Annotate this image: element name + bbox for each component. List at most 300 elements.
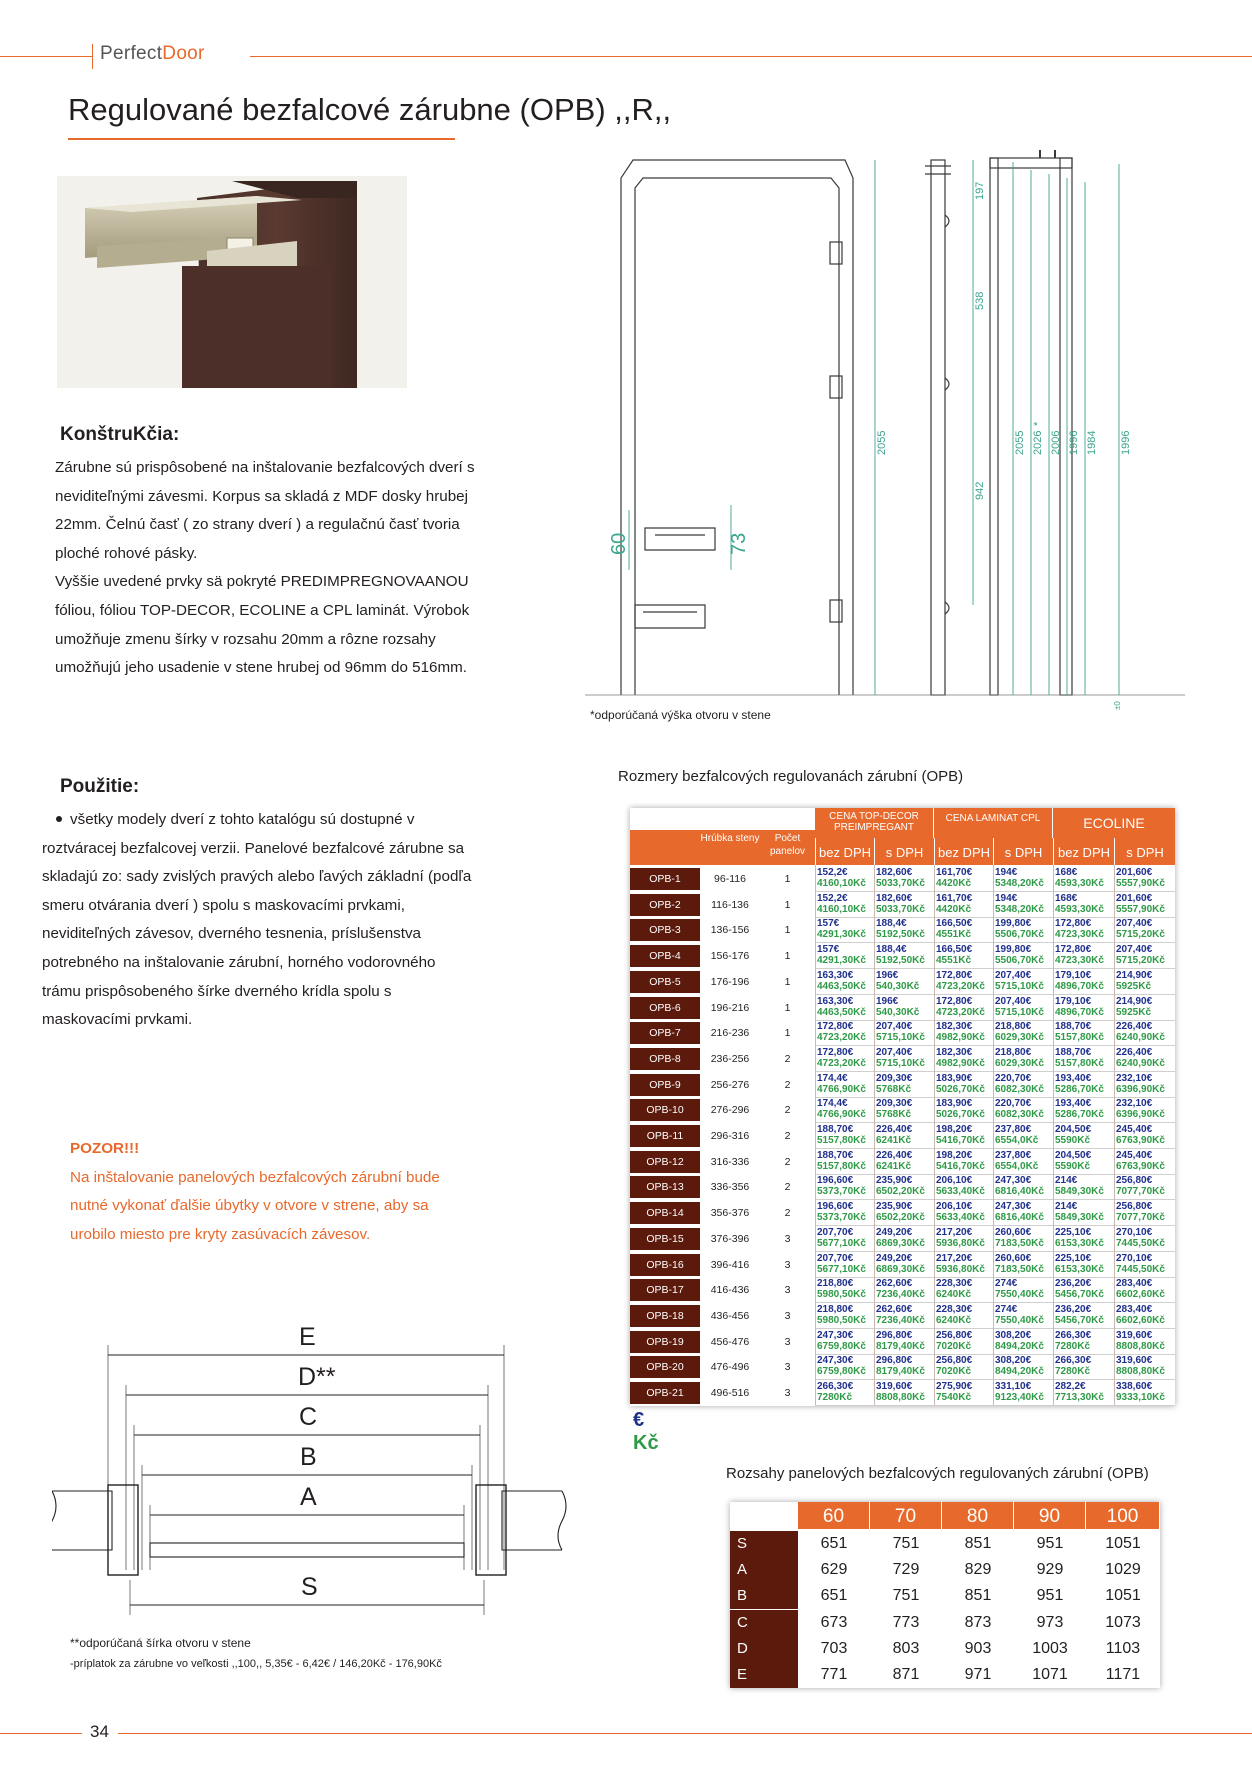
price-cell [876, 970, 919, 992]
row-thickness: 496-516 [710, 1387, 750, 1399]
price-kc: 4463,50Kč [817, 1007, 866, 1018]
price-kc: 6554,0Kč [995, 1135, 1039, 1146]
price-kc: 5677,10Kč [817, 1264, 866, 1275]
row-code: OPB-10 [630, 1099, 700, 1121]
price-cell [817, 1278, 866, 1300]
warning-line: nutné vykonať ďalšie úbytky v otvore v strene, aby sa [70, 1197, 429, 1215]
price-cell [995, 1355, 1044, 1377]
price-eur: 217,20€ [936, 1227, 973, 1238]
price-kc: 4982,90Kč [936, 1032, 985, 1043]
construction-line: neviditeľnými závesmi. Korpus sa skladá z MDF dosky hrubej [55, 487, 468, 505]
price-kc: 8494,20Kč [995, 1366, 1044, 1377]
price-eur: 168€ [1055, 893, 1078, 904]
price-cell [936, 1073, 985, 1095]
price-kc: 4723,20Kč [817, 1032, 866, 1043]
price-kc: 5033,70Kč [876, 878, 925, 889]
price-cell [817, 1304, 866, 1326]
price-kc: 5373,70Kč [817, 1212, 866, 1223]
price-kc: 8179,40Kč [876, 1366, 925, 1377]
row-thickness: 276-296 [710, 1104, 750, 1116]
price-eur: 209,30€ [876, 1073, 913, 1084]
price-cell [936, 1227, 985, 1249]
row-thickness: 176-196 [710, 976, 750, 988]
price-eur: 188,4€ [876, 944, 907, 955]
price-kc: 4723,30Kč [1055, 955, 1104, 966]
dim-60: 60 [608, 532, 630, 555]
col-thickness: Hrúbka steny [700, 833, 760, 844]
price-kc: 4766,90Kč [817, 1084, 866, 1095]
footer-line-right [118, 1733, 1252, 1734]
price-cell [936, 944, 972, 966]
price-kc: 4723,20Kč [936, 1007, 985, 1018]
price-cell [1116, 996, 1152, 1018]
price-eur: 236,20€ [1055, 1304, 1092, 1315]
price-eur: 179,10€ [1055, 970, 1092, 981]
price-eur: 196€ [876, 970, 899, 981]
price-kc: 5768Kč [876, 1109, 912, 1120]
price-cell [936, 1381, 972, 1403]
dim-197: 197 [974, 181, 986, 200]
price-eur: 161,70€ [936, 867, 973, 878]
price-eur: 157€ [817, 918, 840, 929]
price-eur: 157€ [817, 944, 840, 955]
brand-door: Door [162, 43, 205, 64]
row-panels: 2 [784, 1079, 791, 1091]
price-kc: 4160,10Kč [817, 904, 866, 915]
price-eur: 245,40€ [1116, 1124, 1153, 1135]
price-kc: 5416,70Kč [936, 1161, 985, 1172]
row-thickness: 436-456 [710, 1310, 750, 1322]
row-thickness: 196-216 [710, 1002, 750, 1014]
price-eur: 163,30€ [817, 970, 854, 981]
range-row-label: B [730, 1583, 798, 1609]
price-cell [817, 918, 866, 940]
price-kc: 6502,20Kč [876, 1186, 925, 1197]
price-kc: 5715,10Kč [995, 1007, 1044, 1018]
warning-block [70, 1135, 510, 1249]
brand-perfect: Perfect [100, 43, 163, 64]
range-cell: 1051 [1105, 1535, 1141, 1552]
range-row-label: S [730, 1531, 798, 1557]
price-cell [817, 1073, 866, 1095]
price-cell [936, 867, 972, 889]
price-cell [1116, 1381, 1165, 1403]
price-kc: 5157,80Kč [817, 1135, 866, 1146]
price-kc: 5192,50Kč [876, 955, 925, 966]
price-eur: 166,50€ [936, 918, 973, 929]
price-kc: 7280Kč [1055, 1366, 1091, 1377]
price-eur: 207,40€ [995, 970, 1032, 981]
row-code: OPB-20 [630, 1356, 700, 1378]
range-header-90: 90 [1014, 1502, 1085, 1529]
page-title: Regulované bezfalcové zárubne (OPB) ,,R,, [68, 92, 672, 127]
price-eur: 232,10€ [1116, 1073, 1153, 1084]
price-cell [817, 970, 866, 992]
price-cell [1055, 1330, 1091, 1352]
row-divider [815, 1405, 1175, 1406]
row-divider [815, 1379, 1175, 1380]
price-eur: 182,30€ [936, 1047, 973, 1058]
door-leaf [150, 1543, 464, 1557]
price-eur: 266,30€ [1055, 1330, 1092, 1341]
range-cell: 829 [964, 1561, 992, 1579]
row-thickness: 256-276 [710, 1079, 750, 1091]
price-eur: 262,60€ [876, 1278, 913, 1289]
construction-line: umožňuje zmenu šírky v rozsahu 20mm a rôzne rozsahy [55, 630, 436, 648]
range-cell: 851 [964, 1587, 992, 1605]
row-panels: 1 [784, 976, 791, 988]
price-kc: 5936,80Kč [936, 1238, 985, 1249]
price-eur: 296,80€ [876, 1330, 913, 1341]
price-eur: 275,90€ [936, 1381, 973, 1392]
price-eur: 172,80€ [1055, 918, 1092, 929]
price-eur: 218,80€ [817, 1304, 854, 1315]
range-cell: 1029 [1105, 1561, 1141, 1579]
price-eur: 283,40€ [1116, 1304, 1153, 1315]
price-cell [1055, 944, 1104, 966]
construction-line: Zárubne sú prispôsobené na inštalovanie bezfalcových dverí s [55, 459, 475, 476]
price-kc: 6554,0Kč [995, 1161, 1039, 1172]
price-eur: 196,60€ [817, 1201, 854, 1212]
price-cell [817, 1047, 866, 1069]
row-divider [815, 1225, 1175, 1226]
range-row-label: A [730, 1557, 798, 1583]
price-eur: 172,80€ [817, 1021, 854, 1032]
price-kc: 4723,20Kč [817, 1058, 866, 1069]
range-cell: 703 [820, 1639, 848, 1657]
col-divider [993, 865, 994, 1405]
price-eur: 274€ [995, 1278, 1018, 1289]
price-kc: 4551Kč [936, 929, 972, 940]
usage-line: neviditeľných závesov, dverného tesnenia, príslušenstva [42, 925, 421, 943]
page-number: 34 [90, 1722, 109, 1741]
usage-text [42, 806, 522, 1035]
price-eur: 220,70€ [995, 1098, 1032, 1109]
price-cell [1055, 1227, 1104, 1249]
price-kc: 7540Kč [936, 1392, 972, 1403]
price-kc: 7236,40Kč [876, 1289, 925, 1300]
price-eur: 256,80€ [1116, 1201, 1153, 1212]
footnote-surcharge: -príplatok za zárubne vo veľkosti ,,100,, 5,35€ - 6,42€ / 146,20Kč - 176,90Kč [70, 1658, 442, 1670]
row-code: OPB-19 [630, 1331, 700, 1353]
price-kc: 8179,40Kč [876, 1341, 925, 1352]
usage-heading: Použitie: [60, 776, 140, 797]
price-kc: 7077,70Kč [1116, 1212, 1165, 1223]
price-eur: 201,60€ [1116, 893, 1153, 904]
header-line-left [0, 56, 92, 57]
price-kc: 5925Kč [1116, 1007, 1152, 1018]
price-kc: 6241Kč [876, 1135, 912, 1146]
row-code: OPB-18 [630, 1305, 700, 1327]
price-kc: 5590Kč [1055, 1161, 1091, 1172]
label-e: E [299, 1323, 316, 1351]
construction-line: fóliou, fóliou TOP-DECOR, ECOLINE a CPL laminát. Výrobok [55, 601, 470, 619]
price-kc: 5026,70Kč [936, 1084, 985, 1095]
price-eur: 226,40€ [876, 1124, 913, 1135]
range-row-label: C [730, 1610, 798, 1636]
row-thickness: 96-116 [714, 873, 746, 885]
range-cell: 651 [820, 1587, 848, 1605]
wall-left [52, 1491, 112, 1550]
sub-header-3: s DPH [993, 838, 1053, 865]
row-code: OPB-9 [630, 1074, 700, 1096]
price-kc: 7550,40Kč [995, 1315, 1044, 1326]
row-thickness: 416-436 [710, 1284, 750, 1296]
section-frame-left [990, 158, 998, 695]
price-cell [1116, 1021, 1165, 1043]
price-eur: 266,30€ [817, 1381, 854, 1392]
price-cell [876, 1201, 925, 1223]
price-eur: 188,70€ [1055, 1047, 1092, 1058]
price-eur: 260,60€ [995, 1253, 1032, 1264]
price-kc: 5157,80Kč [1055, 1032, 1104, 1043]
range-cell: 651 [820, 1535, 848, 1552]
price-eur: 193,40€ [1055, 1073, 1092, 1084]
dim-1984: 1984 [1086, 430, 1098, 455]
price-cell [1116, 970, 1152, 992]
height-caption: *odporúčaná výška otvoru v stene [590, 708, 771, 722]
brand-logo [100, 43, 205, 65]
width-section-diagram [52, 1315, 587, 1620]
range-cell: 1003 [1032, 1639, 1068, 1657]
price-kc: 7020Kč [936, 1366, 972, 1377]
price-kc: 6240,90Kč [1116, 1032, 1165, 1043]
side-frame [931, 160, 945, 695]
price-eur: 249,20€ [876, 1253, 913, 1264]
frame-dimension-diagram [585, 150, 1205, 715]
price-cell [876, 1073, 912, 1095]
price-kc: 7183,50Kč [995, 1238, 1044, 1249]
price-cell [1116, 1098, 1165, 1120]
dim-1996b: 1996 [1120, 430, 1132, 455]
price-eur: 308,20€ [995, 1355, 1032, 1366]
price-cell [1116, 893, 1165, 915]
price-eur: 194€ [995, 893, 1018, 904]
price-cell [995, 970, 1044, 992]
price-cell [936, 1330, 972, 1352]
label-s: S [301, 1573, 318, 1601]
dim-floor: ±0 [1113, 701, 1122, 710]
price-kc: 6396,90Kč [1116, 1109, 1165, 1120]
row-panels: 1 [784, 924, 791, 936]
row-divider [815, 1251, 1175, 1252]
row-code: OPB-1 [630, 868, 700, 890]
row-code: OPB-5 [630, 971, 700, 993]
row-panels: 2 [784, 1156, 791, 1168]
price-cell [936, 1047, 985, 1069]
price-cell [817, 1021, 866, 1043]
sub-header-0: bez DPH [815, 838, 874, 865]
price-kc: 5286,70Kč [1055, 1109, 1104, 1120]
dim-2026-star: * [1032, 421, 1044, 426]
price-cell [936, 1124, 985, 1146]
price-cell [1055, 1253, 1104, 1275]
row-code: OPB-14 [630, 1202, 700, 1224]
row-panels: 1 [784, 1027, 791, 1039]
label-b: B [300, 1443, 317, 1471]
col-divider [1114, 865, 1115, 1405]
row-panels: 1 [784, 899, 791, 911]
price-eur: 319,60€ [1116, 1355, 1153, 1366]
price-kc: 5286,70Kč [1055, 1084, 1104, 1095]
price-cell [1116, 1150, 1165, 1172]
price-kc: 5633,40Kč [936, 1186, 985, 1197]
price-cell [876, 1304, 925, 1326]
price-cell [1116, 1355, 1165, 1377]
price-kc: 5715,20Kč [1116, 929, 1165, 940]
price-eur: 237,80€ [995, 1124, 1032, 1135]
price-kc: 4896,70Kč [1055, 981, 1104, 992]
price-cell [817, 1330, 866, 1352]
construction-text [55, 454, 515, 683]
price-kc: 4420Kč [936, 878, 972, 889]
row-code: OPB-16 [630, 1254, 700, 1276]
row-code: OPB-15 [630, 1228, 700, 1250]
range-cell: 773 [892, 1613, 920, 1631]
price-eur: 196€ [876, 996, 899, 1007]
price-cell [1116, 1175, 1165, 1197]
price-kc: 5157,80Kč [1055, 1058, 1104, 1069]
price-kc: 6869,30Kč [876, 1264, 925, 1275]
price-eur: 168€ [1055, 867, 1078, 878]
price-eur: 172,80€ [1055, 944, 1092, 955]
price-table-title: Rozmery bezfalcových regulovanách zárubní (OPB) [618, 768, 964, 785]
price-eur: 163,30€ [817, 996, 854, 1007]
price-kc: 5849,30Kč [1055, 1212, 1104, 1223]
price-eur: 331,10€ [995, 1381, 1032, 1392]
price-kc: 5456,70Kč [1055, 1315, 1104, 1326]
row-panels: 3 [784, 1310, 791, 1322]
row-thickness: 296-316 [710, 1130, 750, 1142]
price-cell [817, 1098, 866, 1120]
frame-photo [57, 176, 407, 388]
row-code: OPB-7 [630, 1022, 700, 1044]
price-cell [1116, 1047, 1165, 1069]
price-cell [995, 1047, 1044, 1069]
row-panels: 1 [784, 873, 791, 885]
price-cell [1055, 996, 1104, 1018]
price-kc: 6240,90Kč [1116, 1058, 1165, 1069]
range-cell: 971 [964, 1666, 992, 1683]
price-kc: 5925Kč [1116, 981, 1152, 992]
construction-line: umožňujú jeho usadenie v stene hrubej od 96mm do 516mm. [55, 659, 467, 677]
price-cell [1055, 1201, 1104, 1223]
price-eur: 282,2€ [1055, 1381, 1086, 1392]
label-d: D** [298, 1363, 336, 1391]
range-header-70: 70 [870, 1502, 941, 1529]
row-code: OPB-8 [630, 1048, 700, 1070]
price-eur: 338,60€ [1116, 1381, 1153, 1392]
price-kc: 7020Kč [936, 1341, 972, 1352]
row-code: OPB-21 [630, 1382, 700, 1404]
row-divider [815, 1122, 1175, 1123]
price-eur: 247,30€ [817, 1355, 854, 1366]
row-panels: 3 [784, 1284, 791, 1296]
price-kc: 6759,80Kč [817, 1341, 866, 1352]
price-cell [936, 1278, 972, 1300]
price-cell [995, 1073, 1044, 1095]
price-eur: 183,90€ [936, 1073, 973, 1084]
price-kc: 8808,80Kč [1116, 1366, 1165, 1377]
price-kc: 6029,30Kč [995, 1058, 1044, 1069]
row-thickness: 216-236 [710, 1027, 750, 1039]
price-eur: 183,90€ [936, 1098, 973, 1109]
price-eur: 218,80€ [995, 1021, 1032, 1032]
price-cell [936, 918, 972, 940]
price-cell [1116, 1201, 1165, 1223]
dim-2055b: 2055 [1014, 430, 1026, 455]
price-eur: 174,4€ [817, 1073, 848, 1084]
range-cell: 729 [892, 1561, 920, 1579]
price-kc: 7445,50Kč [1116, 1264, 1165, 1275]
price-eur: 207,40€ [995, 996, 1032, 1007]
price-kc: 6763,90Kč [1116, 1135, 1165, 1146]
price-kc: 7280Kč [1055, 1341, 1091, 1352]
section-top-cap [1040, 150, 1055, 158]
price-kc: 6759,80Kč [817, 1366, 866, 1377]
price-cell [995, 1021, 1044, 1043]
row-divider [815, 1302, 1175, 1303]
dim-2055a: 2055 [876, 430, 888, 455]
sub-header-5: s DPH [1114, 838, 1175, 865]
price-eur: 206,10€ [936, 1201, 973, 1212]
price-cell [876, 1330, 925, 1352]
price-cell [817, 1150, 866, 1172]
usage-line: roztváracej bezfalcovej verzii. Panelové bezfalcové zárubne sa [42, 839, 465, 857]
price-kc: 5936,80Kč [936, 1264, 985, 1275]
row-panels: 2 [784, 1130, 791, 1142]
price-cell [936, 970, 985, 992]
price-cell [1116, 1304, 1165, 1326]
range-cell: 873 [964, 1613, 992, 1631]
footnote-width: **odporúčaná šírka otvoru v stene [70, 1636, 251, 1650]
price-kc: 5033,70Kč [876, 904, 925, 915]
dim-1996: 1996 [1068, 430, 1080, 455]
price-eur: 220,70€ [995, 1073, 1032, 1084]
row-panels: 2 [784, 1207, 791, 1219]
price-eur: 228,30€ [936, 1278, 973, 1289]
price-cell [876, 1124, 912, 1146]
hinge-bottom [830, 600, 842, 622]
price-cell [936, 1253, 985, 1275]
price-eur: 218,80€ [995, 1047, 1032, 1058]
price-eur: 319,60€ [876, 1381, 913, 1392]
currency-eur: € [633, 1409, 645, 1431]
price-eur: 201,60€ [1116, 867, 1153, 878]
price-eur: 207,40€ [876, 1047, 913, 1058]
usage-line: maskovacími prvkami. [42, 1011, 193, 1029]
price-kc: 5590Kč [1055, 1135, 1091, 1146]
price-cell [936, 1355, 972, 1377]
price-eur: 232,10€ [1116, 1098, 1153, 1109]
row-panels: 2 [784, 1181, 791, 1193]
price-eur: 174,4€ [817, 1098, 848, 1109]
price-cell [876, 1227, 925, 1249]
price-eur: 236,20€ [1055, 1278, 1092, 1289]
price-kc: 540,30Kč [876, 981, 920, 992]
price-cell [1055, 1124, 1091, 1146]
price-eur: 207,70€ [817, 1227, 854, 1238]
price-cell [1055, 1278, 1104, 1300]
row-thickness: 336-356 [710, 1181, 750, 1193]
range-cell: 951 [1036, 1535, 1064, 1552]
group-top-decor: CENA TOP-DECOR PREIMPREGANT [815, 808, 933, 838]
price-eur: 247,30€ [817, 1330, 854, 1341]
price-eur: 262,60€ [876, 1304, 913, 1315]
price-kc: 6240Kč [936, 1315, 972, 1326]
warning-line: urobilo miesto pre kryty zasúvacích závesov. [70, 1225, 371, 1243]
price-eur: 256,80€ [936, 1330, 973, 1341]
